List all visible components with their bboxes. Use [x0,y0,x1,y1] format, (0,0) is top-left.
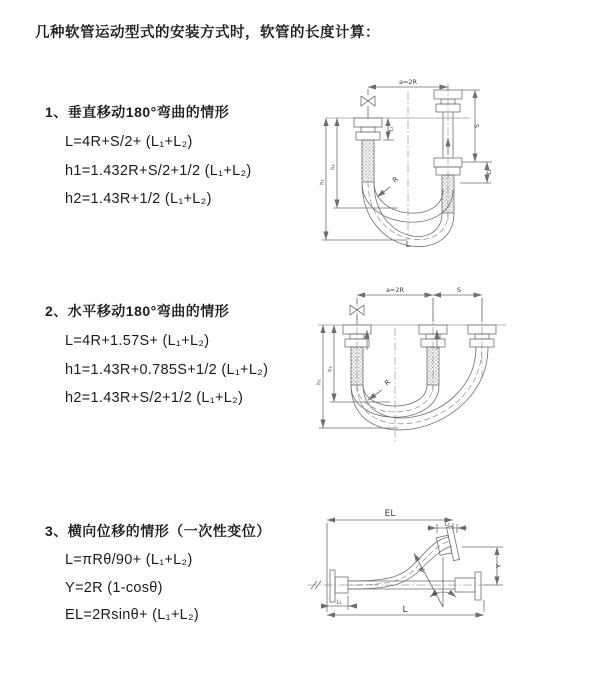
formula-h1: h1=1.432R+S/2+1/2 (L₁+L₂) [65,162,252,179]
section-lateral-displacement [45,521,271,630]
section-3-formulas [65,547,271,630]
radius-label: R [417,565,428,574]
length-label: L [405,240,411,249]
section-2-heading: 2、水平移动180°弯曲的情形 [45,303,230,319]
formula-length: L=πRθ/90+ (L₁+L₂) [65,552,193,568]
length-label: L [402,605,408,615]
dim-a-label: a=2R [398,78,418,86]
diagram-lateral-displacement [300,500,600,655]
dim-s-label: S [474,124,481,128]
dim-h2-label: h₂ [330,164,337,170]
upper-flange [435,526,460,563]
dim-el-label: EL [384,509,396,519]
left-hose-fitting [354,118,382,182]
valve-icon [361,96,368,106]
section-3-heading: 3、横向位移的情形（一次性变位） [45,523,271,539]
section-1-formulas [65,128,252,214]
valve-icon [357,305,364,315]
section-horizontal-movement [45,301,268,413]
dim-y-label: Y [495,563,503,569]
dim-h2-label: h₂ [327,366,334,372]
left-flange [330,570,348,602]
right-flange [455,572,481,600]
dim-h1-label: h₁ [316,379,323,385]
radius-label: R [391,175,401,185]
diagram-vertical-180-bend [310,70,600,265]
dim-l2-label: L₂ [487,169,493,175]
formula-y: Y=2R (1-cosθ) [65,579,163,596]
section-vertical-movement [45,102,252,214]
dim-l1-label: L₁ [388,126,395,132]
formula-el: EL=2Rsinθ+ (L₁+L₂) [65,607,200,623]
radius-label: R [383,378,393,388]
valve-icon [368,96,375,106]
formula-h2: h2=1.43R+1/2 (L₁+L₂) [65,191,212,207]
dim-l1-label: L₁ [336,599,342,606]
dim-s-label: S [456,286,462,294]
formula-h1: h1=1.43R+0.785S+1/2 (L₁+L₂) [65,361,269,378]
page-title: 几种软管运动型式的安装方式时，软管的长度计算： [35,25,380,41]
section-1-heading: 1、垂直移动180°弯曲的情形 [45,104,230,120]
diagram-horizontal-180-bend [310,280,600,475]
dim-l2-label: L₂ [444,521,450,528]
valve-icon [350,305,357,315]
angle-theta-label: θ [433,591,437,598]
dim-a-label: a=2R [385,286,405,294]
section-2-formulas [65,327,268,413]
formula-length: L=4R+S/2+ (L₁+L₂) [65,134,193,150]
dim-h1-label: h₁ [319,179,326,185]
formula-h2: h2=1.43R+S/2+1/2 (L₁+L₂) [65,390,244,406]
u-hose-curves [351,347,488,430]
formula-length: L=4R+1.57S+ (L₁+L₂) [65,333,210,349]
